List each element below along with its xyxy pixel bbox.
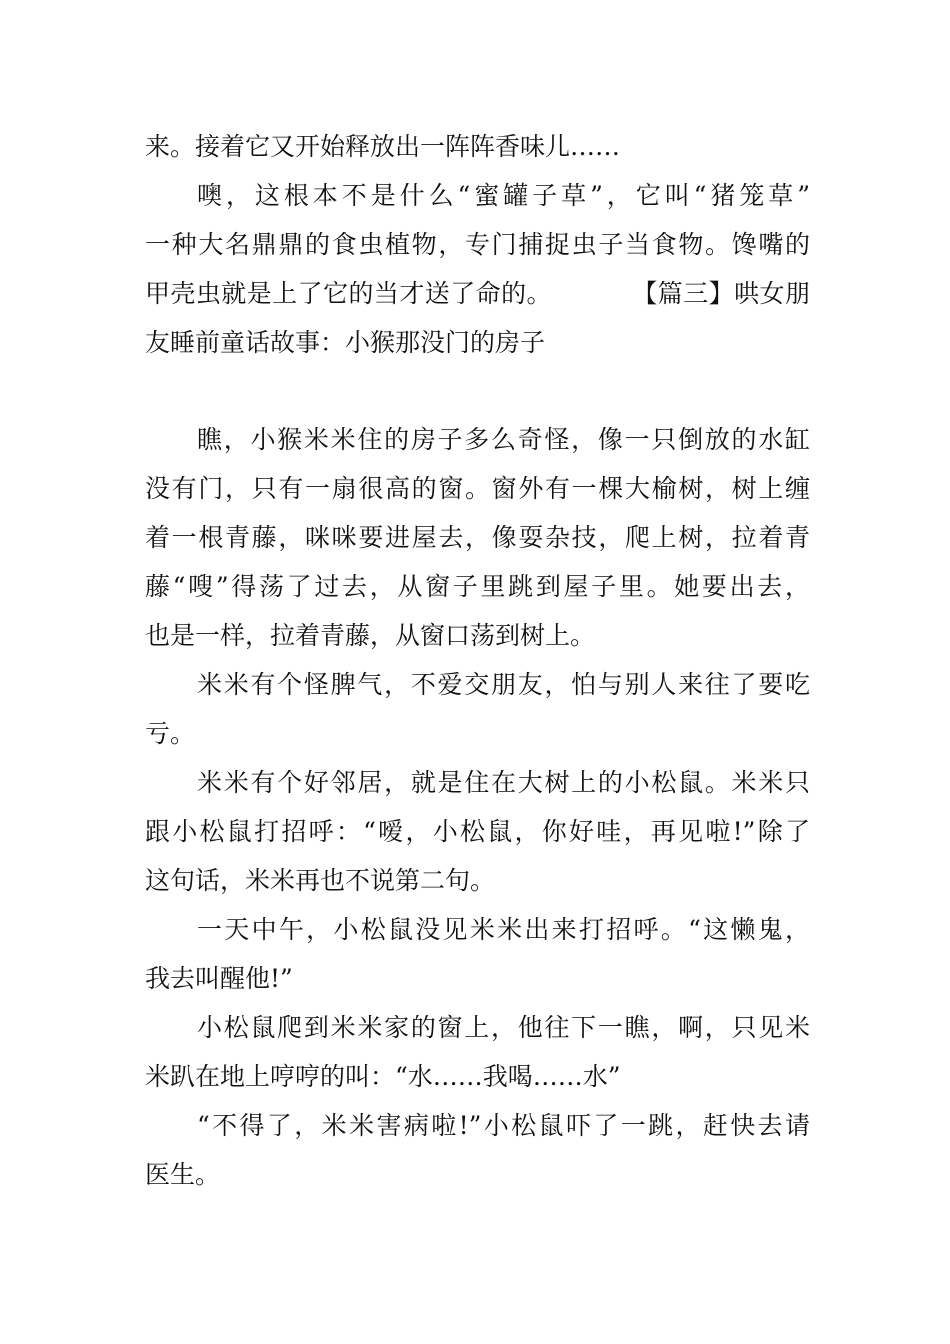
text-line: 跟小松鼠打招呼：“嗳，小松鼠，你好哇，再见啦!”除了 <box>145 817 810 846</box>
text-line: 着一根青藤，咪咪要进屋去，像耍杂技，爬上树，拉着青 <box>145 523 810 552</box>
document-body <box>145 122 810 1199</box>
text-line: 瞧，小猴米米住的房子多么奇怪，像一只倒放的水缸 <box>197 425 810 454</box>
text-line <box>145 269 810 318</box>
text-line: 小松鼠爬到米米家的窗上，他往下一瞧，啊，只见米 <box>197 1013 810 1042</box>
text-line: 来。接着它又开始释放出一阵阵香味儿…… <box>145 132 621 161</box>
text-line: 一天中午，小松鼠没见米米出来打招呼。“这懒鬼， <box>197 915 810 944</box>
text-line: 噢，这根本不是什么“蜜罐子草”，它叫“猪笼草” <box>197 181 810 210</box>
text-line: 米趴在地上哼哼的叫：“水……我喝……水” <box>145 1062 621 1091</box>
text-line: 友睡前童话故事：小猴那没门的房子 <box>145 328 546 357</box>
text-line: 米米有个怪脾气，不爱交朋友，怕与别人来往了要吃 <box>197 670 810 699</box>
text-line: 没有门，只有一扇很高的窗。窗外有一棵大榆树，树上缠 <box>145 474 810 503</box>
text-segment: 甲壳虫就是上了它的当才送了命的。 <box>145 279 552 308</box>
text-line: 我去叫醒他!” <box>145 964 293 993</box>
text-line: 亏。 <box>145 719 196 748</box>
section-heading: 【篇三】哄女朋 <box>631 279 810 308</box>
text-line: 米米有个好邻居，就是住在大树上的小松鼠。米米只 <box>197 768 810 797</box>
text-line: 也是一样，拉着青藤，从窗口荡到树上。 <box>145 621 596 650</box>
text-line: 一种大名鼎鼎的食虫植物，专门捕捉虫子当食物。馋嘴的 <box>145 230 810 259</box>
text-line: 医生。 <box>145 1160 221 1189</box>
text-line: “不得了，米米害病啦!”小松鼠吓了一跳，赶快去请 <box>197 1111 810 1140</box>
text-line: 藤“嗖”得荡了过去，从窗子里跳到屋子里。她要出去， <box>145 572 810 601</box>
text-line: 这句话，米米再也不说第二句。 <box>145 866 496 895</box>
paragraph-gap <box>145 367 810 415</box>
